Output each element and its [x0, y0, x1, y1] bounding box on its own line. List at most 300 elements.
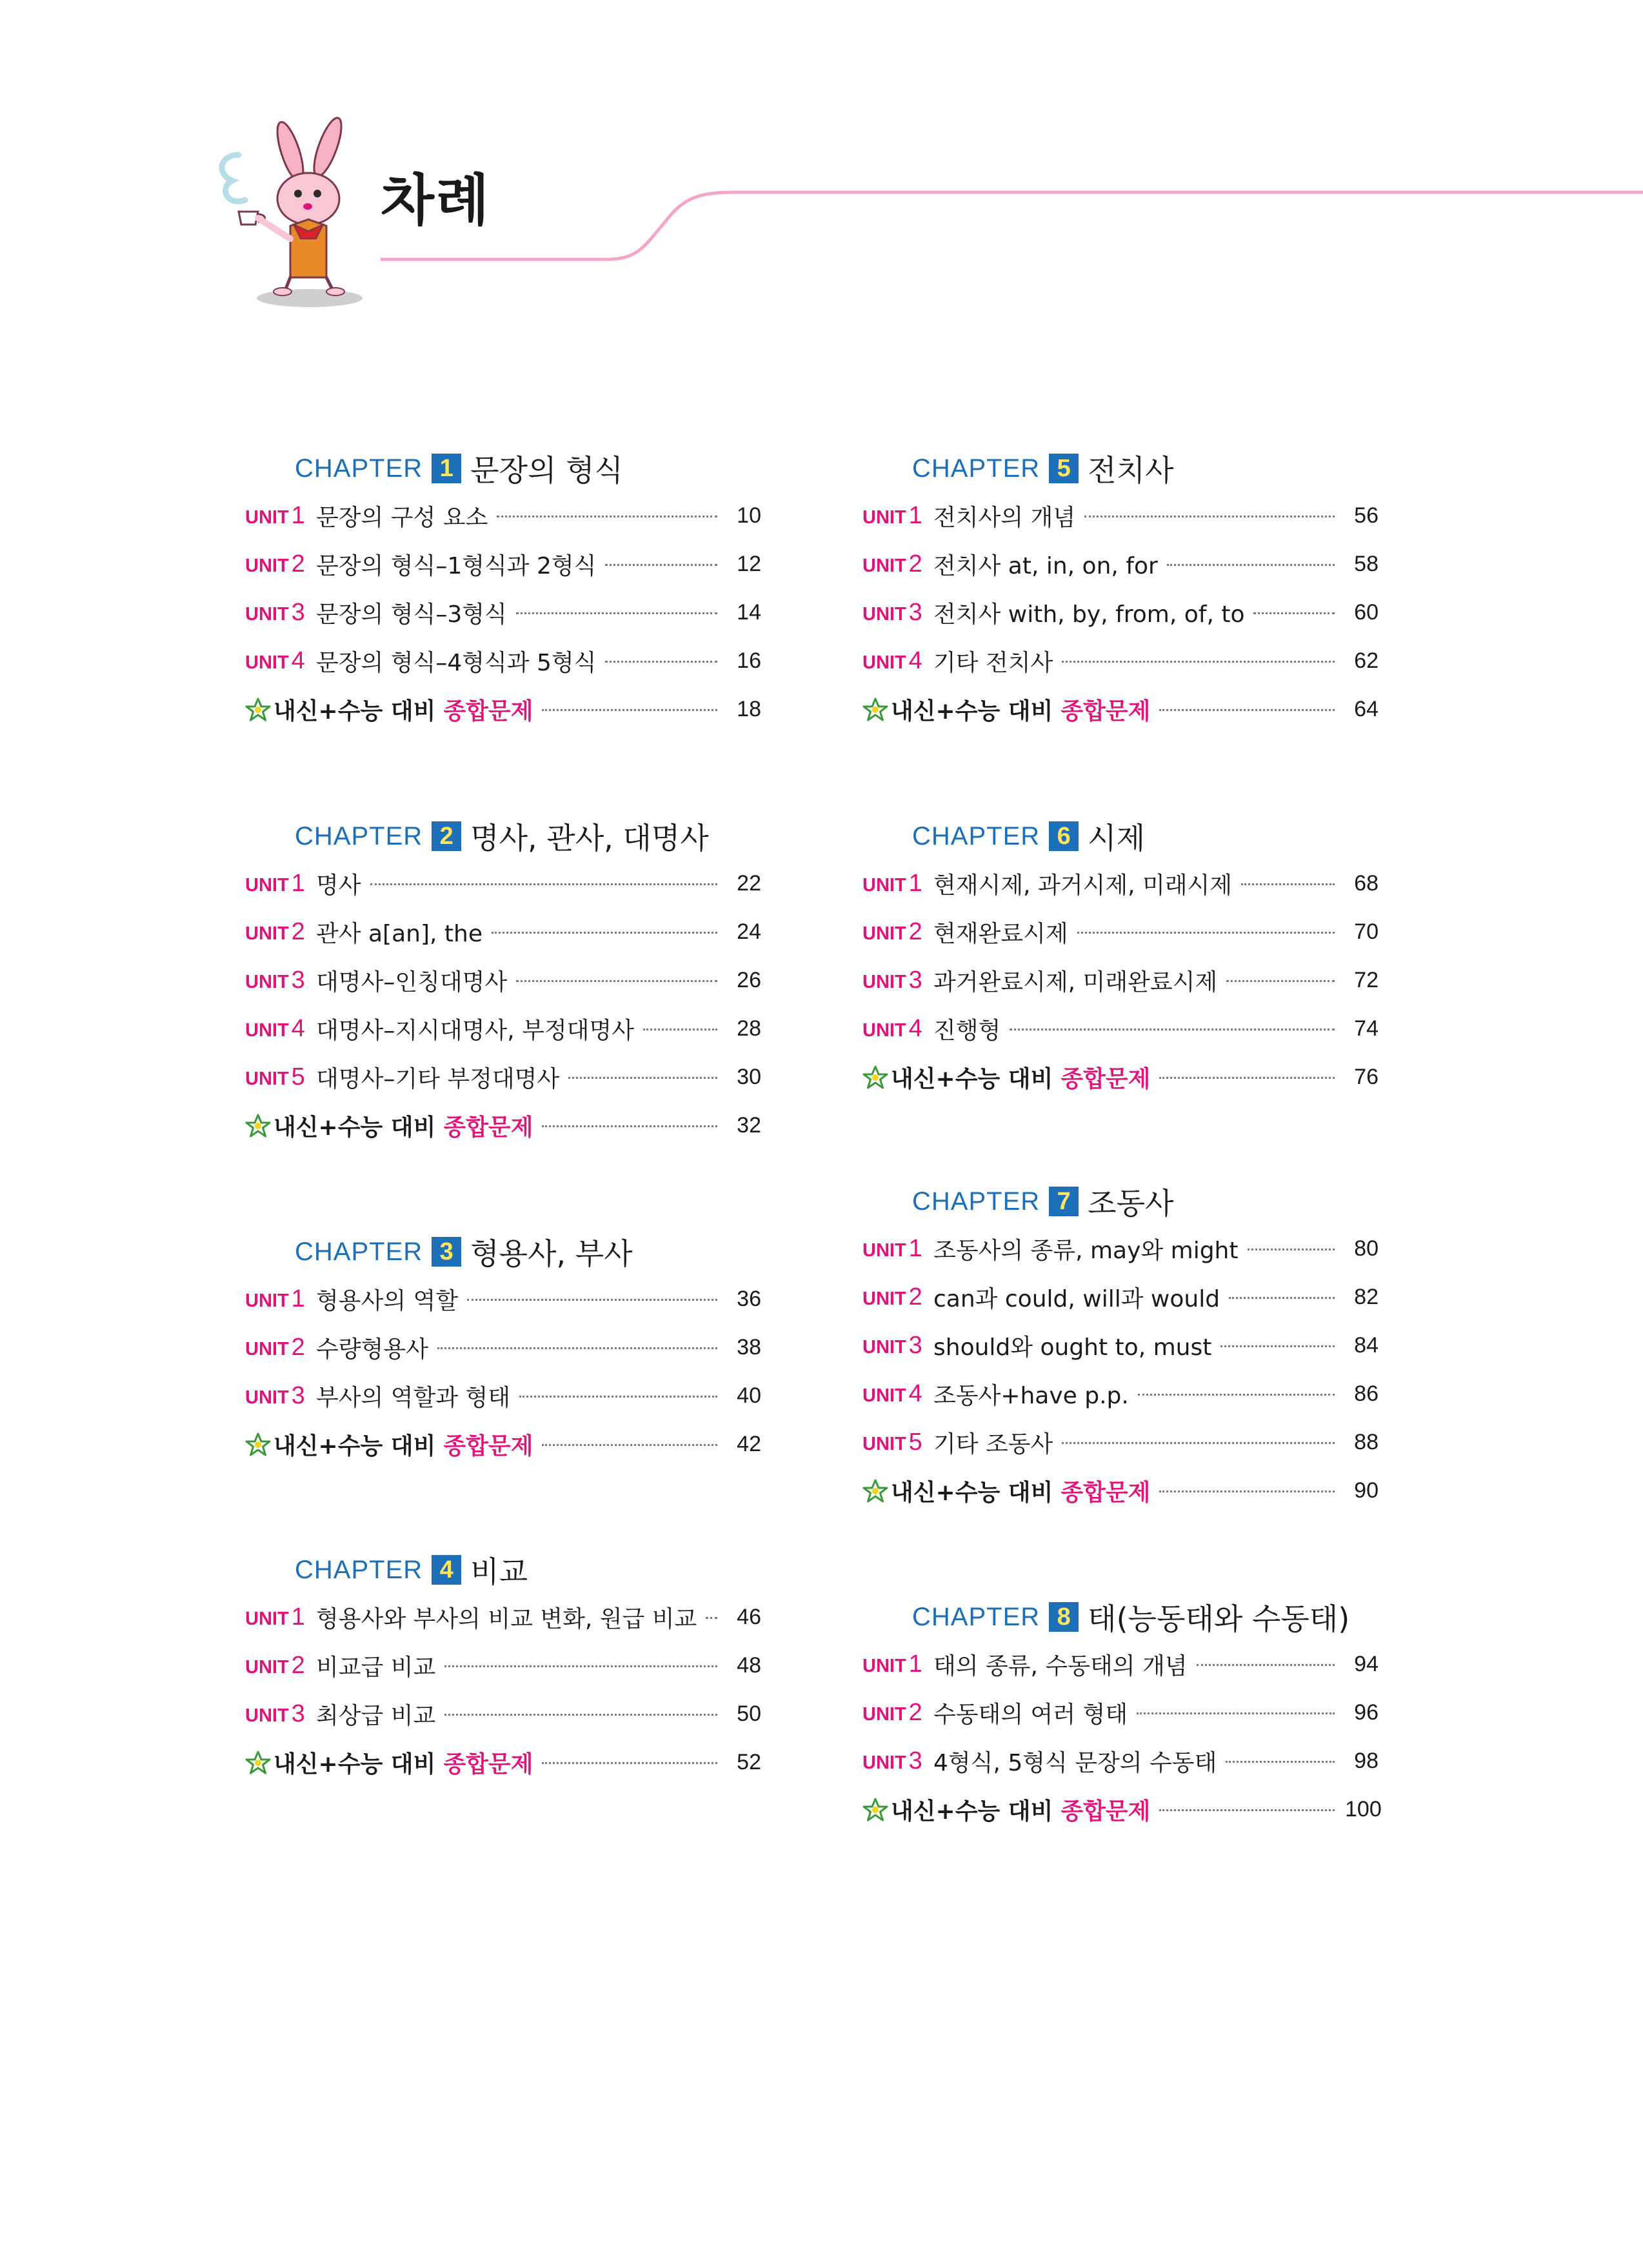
- chapter-title: 비교: [470, 1554, 528, 1589]
- toc-unit-entry[interactable]: [245, 908, 761, 956]
- review-highlight: 종합문제: [443, 1433, 533, 1460]
- unit-word: UNIT: [862, 507, 906, 528]
- unit-word: UNIT: [245, 972, 289, 992]
- unit-label: [245, 1603, 316, 1631]
- toc-unit-entry[interactable]: [245, 1593, 761, 1641]
- unit-label: [245, 1063, 316, 1091]
- chapter-section: [862, 1178, 1379, 1515]
- chapter-section: [862, 813, 1379, 1101]
- unit-label: [862, 1651, 933, 1678]
- chapter-label: CHAPTER: [912, 454, 1041, 483]
- dotted-leader: [1159, 1490, 1335, 1492]
- unit-label: [862, 918, 933, 946]
- toc-unit-entry[interactable]: [245, 1372, 761, 1420]
- dotted-leader: [1159, 1077, 1335, 1079]
- unit-title: 수량형용사: [316, 1336, 428, 1363]
- unit-number: 2: [291, 550, 305, 577]
- unit-number: 1: [291, 1603, 305, 1631]
- unit-word: UNIT: [245, 923, 289, 944]
- unit-number: 2: [908, 1699, 922, 1726]
- toc-review-entry[interactable]: [862, 1467, 1379, 1515]
- dotted-leader: [497, 516, 717, 517]
- page-number: 98: [1354, 1749, 1379, 1773]
- unit-title: 비교급 비교: [316, 1654, 436, 1681]
- dotted-leader: [605, 661, 717, 663]
- dotted-leader: [706, 1617, 717, 1619]
- unit-number: 1: [908, 870, 922, 897]
- unit-word: UNIT: [245, 1290, 289, 1311]
- toc-unit-entry[interactable]: [862, 1273, 1379, 1321]
- toc-unit-entry[interactable]: [862, 1689, 1379, 1737]
- unit-label: [245, 870, 316, 898]
- page-number: 100: [1345, 1797, 1382, 1821]
- unit-number: 1: [908, 1651, 922, 1678]
- review-highlight: 종합문제: [1060, 1480, 1151, 1506]
- chapter-label: CHAPTER: [295, 821, 423, 850]
- toc-unit-entry[interactable]: [862, 1370, 1379, 1418]
- toc-review-entry[interactable]: [245, 1420, 761, 1469]
- star-icon: [245, 1750, 271, 1776]
- toc-unit-entry[interactable]: [245, 1323, 761, 1372]
- page-number: 42: [737, 1432, 761, 1456]
- unit-number: 2: [908, 550, 922, 577]
- dotted-leader: [370, 883, 717, 885]
- chapter-number-badge: 1: [432, 454, 461, 483]
- chapter-section: [245, 1547, 761, 1787]
- chapter-number-badge: 5: [1049, 454, 1079, 483]
- toc-unit-entry[interactable]: [245, 859, 761, 908]
- page-number: 84: [1354, 1333, 1379, 1358]
- dotted-leader: [1253, 612, 1335, 614]
- dotted-leader: [1010, 1029, 1335, 1030]
- dotted-leader: [1159, 709, 1335, 711]
- review-highlight: 종합문제: [1060, 1066, 1151, 1092]
- dotted-leader: [1062, 661, 1335, 663]
- toc-unit-entry[interactable]: [245, 1690, 761, 1738]
- toc-unit-entry[interactable]: [862, 1737, 1379, 1785]
- page-number: 50: [737, 1701, 761, 1726]
- unit-label: [862, 1429, 933, 1456]
- star-icon: [245, 1432, 271, 1458]
- dotted-leader: [542, 1762, 717, 1764]
- unit-label: [245, 1285, 316, 1313]
- dotted-leader: [1137, 1712, 1335, 1714]
- page-number: 28: [737, 1016, 761, 1041]
- page-number: 58: [1354, 552, 1379, 576]
- review-label: 내신+수능 대비: [274, 1751, 436, 1778]
- dotted-leader: [1062, 1442, 1335, 1444]
- unit-word: UNIT: [862, 652, 906, 673]
- unit-title: 조동사+have p.p.: [933, 1383, 1129, 1409]
- page-number: 36: [737, 1287, 761, 1311]
- page-number: 24: [737, 919, 761, 944]
- chapter-number-badge: 3: [432, 1237, 461, 1267]
- dotted-leader: [1248, 1249, 1335, 1250]
- review-label: 내신+수능 대비: [274, 1433, 436, 1460]
- page-number: 32: [737, 1113, 761, 1138]
- page-number: 68: [1354, 871, 1379, 896]
- page-number: 70: [1354, 919, 1379, 944]
- toc-unit-entry[interactable]: [862, 1225, 1379, 1273]
- toc-unit-entry[interactable]: [862, 1005, 1379, 1053]
- chapter-heading[interactable]: [912, 813, 1379, 859]
- dotted-leader: [605, 564, 717, 566]
- toc-unit-entry[interactable]: [862, 859, 1379, 908]
- unit-number: 1: [291, 870, 305, 897]
- chapter-title: 형용사, 부사: [470, 1236, 633, 1271]
- page-number: 72: [1354, 968, 1379, 992]
- page-number: 30: [737, 1065, 761, 1089]
- unit-number: 2: [291, 1652, 305, 1679]
- chapter-title: 전치사: [1088, 453, 1174, 488]
- unit-label: [245, 1652, 316, 1680]
- unit-word: UNIT: [862, 923, 906, 944]
- unit-label: [862, 967, 933, 994]
- chapter-section: [245, 813, 761, 1150]
- unit-label: [245, 647, 316, 675]
- star-icon: [245, 1113, 271, 1139]
- review-label: 내신+수능 대비: [891, 1798, 1053, 1825]
- unit-word: UNIT: [862, 1020, 906, 1041]
- page-number: 82: [1354, 1285, 1379, 1309]
- unit-word: UNIT: [245, 1609, 289, 1629]
- toc-unit-entry[interactable]: [862, 588, 1379, 637]
- unit-label: [245, 1334, 316, 1361]
- unit-title: 과거완료시제, 미래완료시제: [933, 969, 1218, 996]
- unit-label: [862, 647, 933, 675]
- review-label: 내신+수능 대비: [274, 698, 436, 725]
- page-number: 76: [1354, 1065, 1379, 1089]
- unit-title: 부사의 역할과 형태: [316, 1385, 511, 1411]
- dotted-leader: [542, 709, 717, 711]
- page-number: 88: [1354, 1430, 1379, 1454]
- unit-number: 3: [291, 1382, 305, 1409]
- unit-title: 형용사의 역할: [316, 1288, 459, 1314]
- chapter-number-badge: 2: [432, 821, 461, 851]
- star-icon: [862, 697, 888, 723]
- unit-label: [862, 599, 933, 627]
- page-number: 16: [737, 648, 761, 673]
- unit-title: 수동태의 여러 형태: [933, 1701, 1128, 1728]
- toc-unit-entry[interactable]: [245, 1641, 761, 1690]
- chapter-heading[interactable]: [295, 1229, 761, 1275]
- unit-label: [862, 1015, 933, 1043]
- unit-word: UNIT: [862, 1289, 906, 1309]
- review-label: 내신+수능 대비: [891, 1066, 1053, 1092]
- unit-number: 1: [291, 502, 305, 529]
- review-highlight: 종합문제: [443, 698, 533, 725]
- unit-label: [862, 502, 933, 530]
- star-icon: [862, 1065, 888, 1090]
- review-label: 내신+수능 대비: [891, 698, 1053, 725]
- review-label: 내신+수능 대비: [891, 1480, 1053, 1506]
- page-number: 60: [1354, 600, 1379, 625]
- chapter-number-badge: 7: [1049, 1187, 1079, 1216]
- chapter-number-badge: 6: [1049, 821, 1079, 851]
- dotted-leader: [1084, 516, 1335, 517]
- dotted-leader: [643, 1029, 717, 1030]
- dotted-leader: [444, 1665, 717, 1667]
- toc-unit-entry[interactable]: [245, 540, 761, 588]
- unit-title: 진행형: [933, 1018, 1001, 1044]
- chapter-label: CHAPTER: [295, 1237, 423, 1266]
- dotted-leader: [492, 932, 717, 934]
- unit-word: UNIT: [245, 604, 289, 625]
- toc-unit-entry[interactable]: [245, 588, 761, 637]
- page-number: 18: [737, 697, 761, 721]
- unit-title: 문장의 형식–4형식과 5형식: [316, 650, 597, 676]
- toc-unit-entry[interactable]: [245, 1053, 761, 1101]
- unit-number: 2: [908, 918, 922, 945]
- page-number: 22: [737, 871, 761, 896]
- star-icon: [862, 1797, 888, 1823]
- dotted-leader: [1159, 1809, 1335, 1811]
- unit-title: 문장의 형식–3형식: [316, 601, 507, 628]
- unit-number: 2: [908, 1283, 922, 1310]
- unit-word: UNIT: [245, 875, 289, 896]
- review-highlight: 종합문제: [443, 1114, 533, 1141]
- dotted-leader: [467, 1299, 717, 1301]
- chapter-label: CHAPTER: [295, 1555, 423, 1584]
- unit-title: 문장의 구성 요소: [316, 505, 488, 531]
- unit-number: 4: [908, 1015, 922, 1042]
- dotted-leader: [1226, 1761, 1335, 1763]
- unit-word: UNIT: [245, 1387, 289, 1408]
- unit-label: [862, 1283, 933, 1311]
- toc-unit-entry[interactable]: [245, 637, 761, 685]
- unit-word: UNIT: [245, 652, 289, 673]
- unit-title: 최상급 비교: [316, 1703, 436, 1729]
- chapter-title: 태(능동태와 수동태): [1088, 1601, 1350, 1636]
- star-icon: [862, 1478, 888, 1504]
- unit-title: 태의 종류, 수동태의 개념: [933, 1653, 1188, 1680]
- dotted-leader: [516, 980, 717, 982]
- toc-unit-entry[interactable]: [245, 1275, 761, 1323]
- unit-label: [245, 1382, 316, 1410]
- chapter-title: 시제: [1088, 821, 1146, 856]
- unit-number: 3: [908, 1747, 922, 1774]
- toc-unit-entry[interactable]: [862, 492, 1379, 540]
- chapter-label: CHAPTER: [912, 1187, 1041, 1216]
- dotted-leader: [1077, 932, 1335, 934]
- chapter-title: 조동사: [1088, 1186, 1174, 1221]
- rabbit-mascot-illustration: [213, 116, 387, 316]
- unit-word: UNIT: [245, 1020, 289, 1041]
- unit-label: [862, 1699, 933, 1727]
- chapter-section: [862, 445, 1379, 734]
- chapter-heading[interactable]: [912, 1594, 1379, 1640]
- unit-label: [862, 1235, 933, 1263]
- unit-title: 관사 a[an], the: [316, 921, 483, 947]
- page-number: 64: [1354, 697, 1379, 721]
- unit-label: [862, 1380, 933, 1408]
- dotted-leader: [1226, 980, 1335, 982]
- toc-review-entry[interactable]: [245, 685, 761, 734]
- toc-review-entry[interactable]: [862, 685, 1379, 734]
- chapter-label: CHAPTER: [912, 1602, 1041, 1631]
- chapter-title: 명사, 관사, 대명사: [470, 821, 709, 856]
- page-number: 86: [1354, 1381, 1379, 1406]
- unit-number: 3: [291, 1700, 305, 1727]
- unit-title: 대명사–기타 부정대명사: [316, 1066, 560, 1092]
- page-title: 차례: [381, 168, 491, 233]
- unit-word: UNIT: [862, 556, 906, 576]
- unit-title: 명사: [316, 872, 361, 899]
- unit-number: 1: [908, 1235, 922, 1262]
- unit-title: 전치사의 개념: [933, 505, 1076, 531]
- chapter-number-badge: 4: [432, 1555, 461, 1585]
- unit-number: 3: [291, 599, 305, 626]
- dotted-leader: [1138, 1394, 1335, 1396]
- toc-unit-entry[interactable]: [862, 956, 1379, 1005]
- dotted-leader: [568, 1077, 717, 1079]
- page-number: 48: [737, 1653, 761, 1678]
- unit-title: 조동사의 종류, may와 might: [933, 1238, 1239, 1264]
- unit-number: 4: [291, 1015, 305, 1042]
- toc-unit-entry[interactable]: [862, 1418, 1379, 1467]
- review-label: 내신+수능 대비: [274, 1114, 436, 1141]
- unit-title: 4형식, 5형식 문장의 수동태: [933, 1750, 1217, 1776]
- unit-word: UNIT: [862, 972, 906, 992]
- unit-title: 대명사–지시대명사, 부정대명사: [316, 1018, 634, 1044]
- page-number: 80: [1354, 1236, 1379, 1261]
- chapter-heading[interactable]: [295, 445, 761, 492]
- page-number: 52: [737, 1750, 761, 1774]
- page-number: 56: [1354, 503, 1379, 528]
- unit-title: 현재완료시제: [933, 921, 1068, 947]
- chapter-label: CHAPTER: [912, 821, 1041, 850]
- chapter-section: [245, 445, 761, 734]
- unit-label: [245, 1700, 316, 1728]
- unit-word: UNIT: [862, 1704, 906, 1725]
- toc-unit-entry[interactable]: [862, 637, 1379, 685]
- unit-word: UNIT: [245, 507, 289, 528]
- unit-label: [862, 1332, 933, 1360]
- review-highlight: 종합문제: [1060, 698, 1151, 725]
- dotted-leader: [1197, 1664, 1335, 1666]
- toc-review-entry[interactable]: [245, 1738, 761, 1787]
- unit-title: 형용사와 부사의 비교 변화, 원급 비교: [316, 1606, 697, 1632]
- page-number: 40: [737, 1383, 761, 1408]
- page-number: 12: [737, 552, 761, 576]
- dotted-leader: [519, 1396, 717, 1398]
- unit-number: 2: [291, 1334, 305, 1361]
- unit-number: 3: [908, 1332, 922, 1359]
- unit-word: UNIT: [245, 1069, 289, 1089]
- toc-unit-entry[interactable]: [862, 540, 1379, 588]
- unit-word: UNIT: [862, 1752, 906, 1773]
- unit-label: [245, 967, 316, 994]
- toc-unit-entry[interactable]: [862, 1640, 1379, 1689]
- unit-title: 대명사–인칭대명사: [316, 969, 508, 996]
- chapter-heading[interactable]: [912, 445, 1379, 492]
- toc-review-entry[interactable]: [862, 1785, 1382, 1834]
- unit-word: UNIT: [245, 1339, 289, 1360]
- dotted-leader: [437, 1347, 717, 1349]
- dotted-leader: [516, 612, 717, 614]
- page-number: 14: [737, 600, 761, 625]
- unit-number: 1: [908, 502, 922, 529]
- chapter-heading[interactable]: [295, 1547, 761, 1593]
- dotted-leader: [542, 1125, 717, 1127]
- unit-word: UNIT: [862, 1385, 906, 1406]
- unit-number: 3: [908, 967, 922, 994]
- unit-title: 전치사 with, by, from, of, to: [933, 601, 1245, 628]
- dotted-leader: [1229, 1297, 1335, 1299]
- unit-word: UNIT: [862, 1337, 906, 1358]
- unit-title: can과 could, will과 would: [933, 1286, 1220, 1312]
- chapter-number-badge: 8: [1049, 1602, 1079, 1632]
- unit-label: [245, 918, 316, 946]
- unit-number: 1: [291, 1285, 305, 1312]
- page-number: 90: [1354, 1478, 1379, 1503]
- unit-label: [862, 550, 933, 578]
- unit-title: 문장의 형식–1형식과 2형식: [316, 553, 597, 579]
- unit-number: 4: [908, 1380, 922, 1407]
- unit-word: UNIT: [862, 604, 906, 625]
- chapter-heading[interactable]: [295, 813, 761, 859]
- page-number: 46: [737, 1605, 761, 1629]
- unit-title: 기타 조동사: [933, 1431, 1053, 1458]
- dotted-leader: [1167, 564, 1335, 566]
- unit-number: 4: [908, 647, 922, 674]
- unit-word: UNIT: [245, 1657, 289, 1678]
- chapter-heading[interactable]: [912, 1178, 1379, 1225]
- unit-word: UNIT: [862, 1240, 906, 1261]
- dotted-leader: [1241, 883, 1335, 885]
- page-number: 62: [1354, 648, 1379, 673]
- unit-word: UNIT: [245, 1705, 289, 1726]
- toc-unit-entry[interactable]: [862, 1321, 1379, 1370]
- unit-label: [245, 1015, 316, 1043]
- dotted-leader: [542, 1444, 717, 1446]
- dotted-leader: [1220, 1345, 1335, 1347]
- unit-word: UNIT: [862, 875, 906, 896]
- page-number: 26: [737, 968, 761, 992]
- unit-number: 3: [908, 599, 922, 626]
- unit-title: 기타 전치사: [933, 650, 1053, 676]
- dotted-leader: [444, 1714, 717, 1716]
- toc-unit-entry[interactable]: [245, 956, 761, 1005]
- chapter-section: [245, 1229, 761, 1469]
- unit-label: [245, 599, 316, 627]
- unit-number: 4: [291, 647, 305, 674]
- unit-word: UNIT: [862, 1656, 906, 1676]
- unit-label: [862, 870, 933, 898]
- toc-unit-entry[interactable]: [862, 908, 1379, 956]
- unit-label: [245, 502, 316, 530]
- star-icon: [245, 697, 271, 723]
- page-number: 38: [737, 1335, 761, 1360]
- unit-title: 전치사 at, in, on, for: [933, 553, 1158, 579]
- unit-number: 2: [291, 918, 305, 945]
- page-number: 96: [1354, 1700, 1379, 1725]
- toc-review-entry[interactable]: [862, 1053, 1379, 1101]
- toc-review-entry[interactable]: [245, 1101, 761, 1150]
- page-number: 10: [737, 503, 761, 528]
- unit-label: [245, 550, 316, 578]
- unit-word: UNIT: [862, 1434, 906, 1454]
- toc-unit-entry[interactable]: [245, 492, 761, 540]
- page-number: 94: [1354, 1652, 1379, 1676]
- unit-word: UNIT: [245, 556, 289, 576]
- chapter-label: CHAPTER: [295, 454, 423, 483]
- toc-unit-entry[interactable]: [245, 1005, 761, 1053]
- unit-number: 3: [291, 967, 305, 994]
- chapter-title: 문장의 형식: [470, 453, 623, 488]
- review-highlight: 종합문제: [1060, 1798, 1151, 1825]
- unit-title: should와 ought to, must: [933, 1334, 1212, 1361]
